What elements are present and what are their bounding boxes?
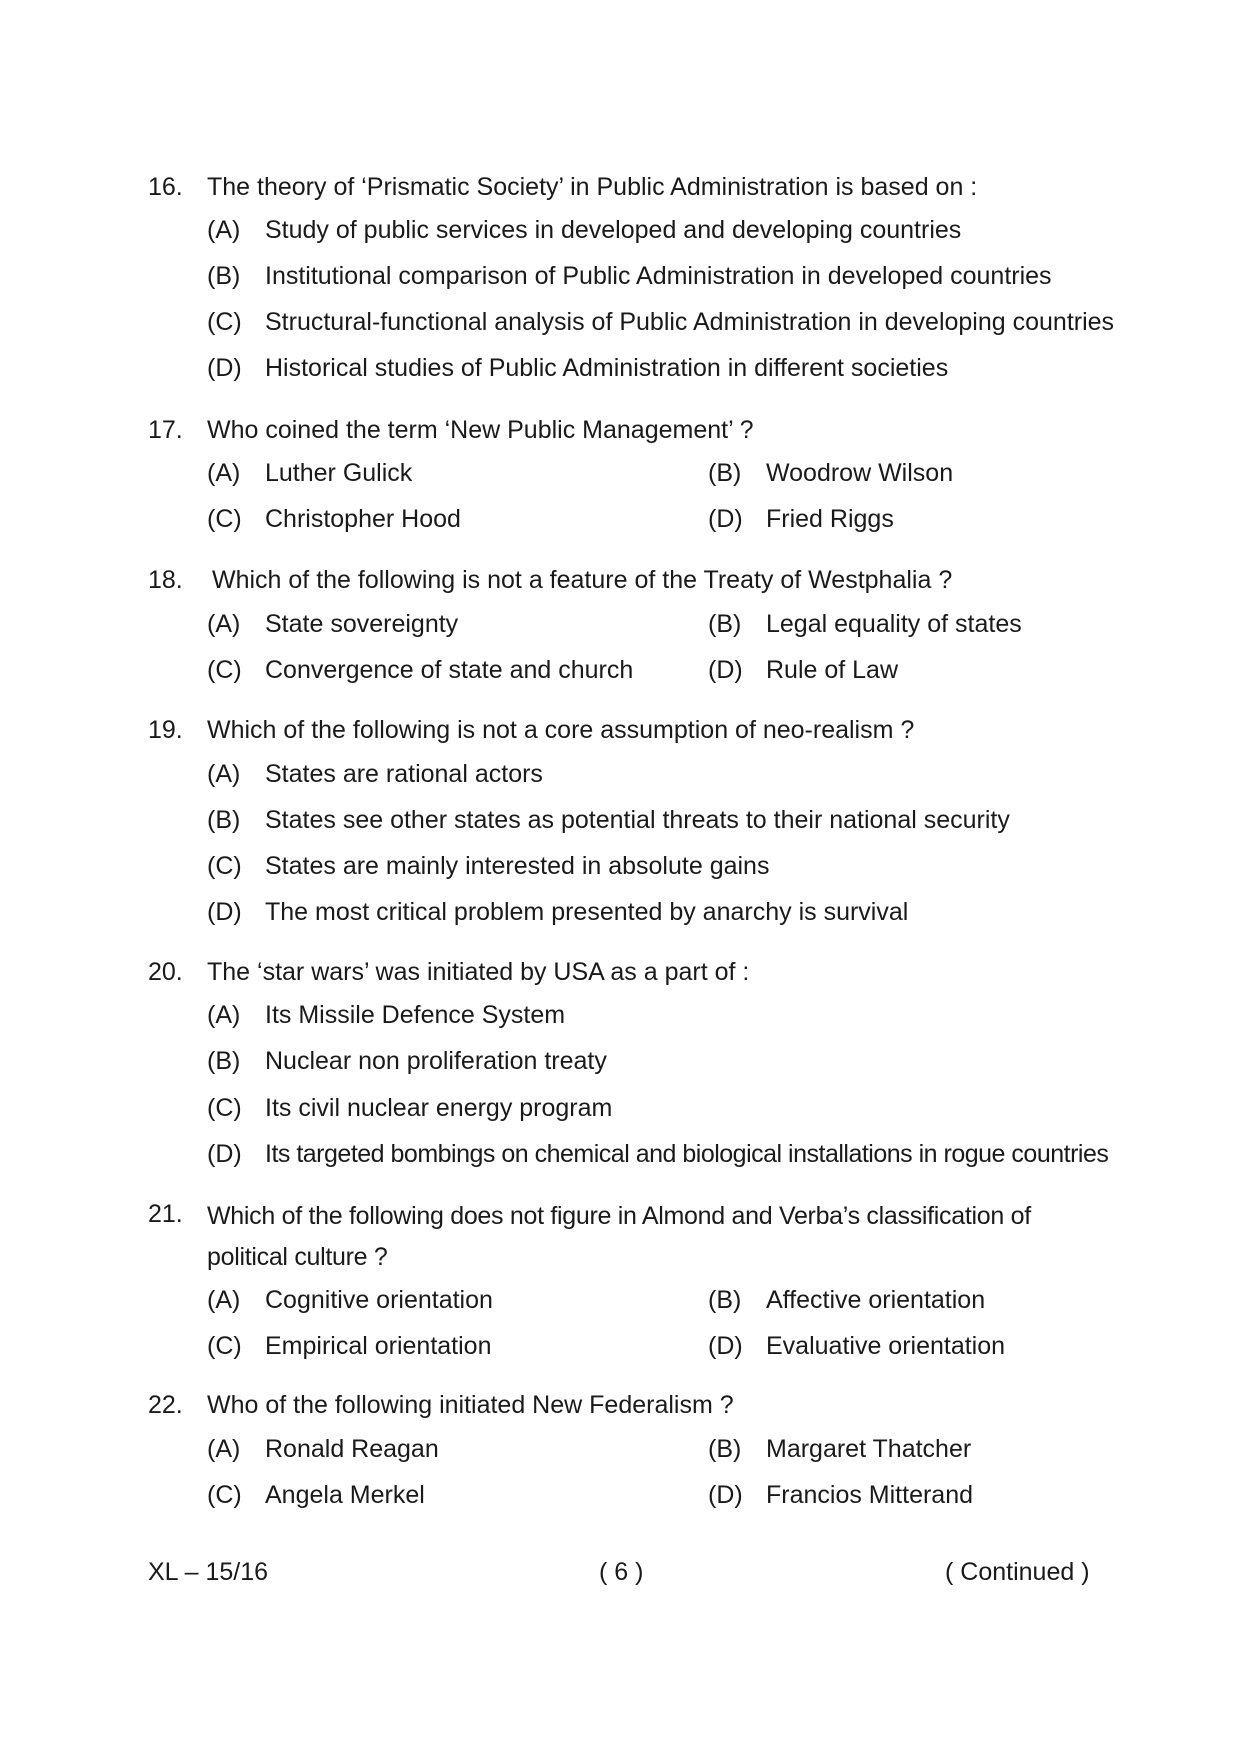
option-text: Rule of Law [766,656,899,684]
question-17 [0,416,1240,533]
question-20 [0,958,1240,1168]
option-label: (D) [708,1481,743,1509]
option-text: Study of public services in developed and developing countries [265,216,962,244]
option-label: (A) [207,760,241,788]
option-text: Nuclear non proliferation treaty [265,1047,607,1075]
option-text: Legal equality of states [766,610,1022,638]
option-text: Historical studies of Public Administration in different societies [265,354,949,382]
option-label: (C) [207,505,242,533]
option-text: Empirical orientation [265,1332,492,1360]
question-text: The theory of ‘Prismatic Society’ in Public Administration is based on : [207,173,978,201]
option-text: Francios Mitterand [766,1481,974,1509]
option-label: (D) [207,1140,242,1168]
option-label: (B) [708,1435,742,1463]
option-text: States are mainly interested in absolute gains [265,852,770,880]
option-label: (C) [207,1481,242,1509]
option-text: State sovereignty [265,610,459,638]
option-label: (A) [207,1286,241,1314]
option-text: Its civil nuclear energy program [265,1094,613,1122]
option-text: States see other states as potential threats to their national security [265,806,1010,834]
option-text: Christopher Hood [265,505,461,533]
option-text: Margaret Thatcher [766,1435,972,1463]
question-text: Who coined the term ‘New Public Management’ ? [207,416,754,444]
option-text: Evaluative orientation [766,1332,1006,1360]
option-text: Fried Riggs [766,505,894,533]
option-text: The most critical problem presented by anarchy is survival [265,898,909,926]
question-number: 17. [148,416,183,444]
option-label: (A) [207,1001,241,1029]
option-text: Ronald Reagan [265,1435,439,1463]
option-text: Luther Gulick [265,459,413,487]
page-footer [0,1560,1240,1592]
question-number: 19. [148,716,183,744]
option-text: Affective orientation [766,1286,986,1314]
question-number: 22. [148,1391,183,1419]
question-text: Who of the following initiated New Federalism ? [207,1391,734,1419]
option-label: (B) [708,1286,742,1314]
option-label: (C) [207,308,242,336]
question-number: 18. [148,566,183,594]
option-label: (C) [207,1094,242,1122]
option-label: (B) [207,262,241,290]
question-16 [0,173,1240,382]
question-text: Which of the following is not a core assumption of neo-realism ? [207,716,915,744]
option-label: (A) [207,216,241,244]
option-label: (C) [207,852,242,880]
option-text: States are rational actors [265,760,543,788]
option-label: (B) [708,459,742,487]
option-text: Angela Merkel [265,1481,425,1509]
option-label: (D) [708,1332,743,1360]
question-text: Which of the following does not figure in Almond and Verba’s classification of political culture ? [207,1202,1031,1271]
option-label: (B) [708,610,742,638]
option-label: (C) [207,656,242,684]
option-label: (A) [207,610,241,638]
option-text: Structural-functional analysis of Public Administration in developing countries [265,308,1115,336]
option-label: (D) [708,656,743,684]
option-label: (A) [207,1435,241,1463]
question-19 [0,716,1240,926]
question-18 [0,566,1240,684]
option-label: (A) [207,459,241,487]
option-label: (B) [207,806,241,834]
option-label: (C) [207,1332,242,1360]
question-text: Which of the following is not a feature of the Treaty of Westphalia ? [212,566,953,594]
option-label: (B) [207,1047,241,1075]
page-number: ( 6 ) [599,1558,644,1586]
continued-label: ( Continued ) [945,1558,1090,1586]
question-number: 20. [148,958,183,986]
question-22 [0,1391,1240,1509]
option-text: Its Missile Defence System [265,1001,566,1029]
option-text: Woodrow Wilson [766,459,954,487]
paper-code: XL – 15/16 [148,1558,269,1586]
question-text: The ‘star wars’ was initiated by USA as a part of : [207,958,750,986]
option-text: Cognitive orientation [265,1286,493,1314]
option-text: Convergence of state and church [265,656,634,684]
question-number: 21. [148,1200,183,1228]
option-label: (D) [207,898,242,926]
option-text: Institutional comparison of Public Administration in developed countries [265,262,1052,290]
question-21 [0,1200,1240,1360]
question-number: 16. [148,173,183,201]
option-label: (D) [708,505,743,533]
option-label: (D) [207,354,242,382]
option-text: Its targeted bombings on chemical and biological installations in rogue countries [265,1140,1109,1168]
